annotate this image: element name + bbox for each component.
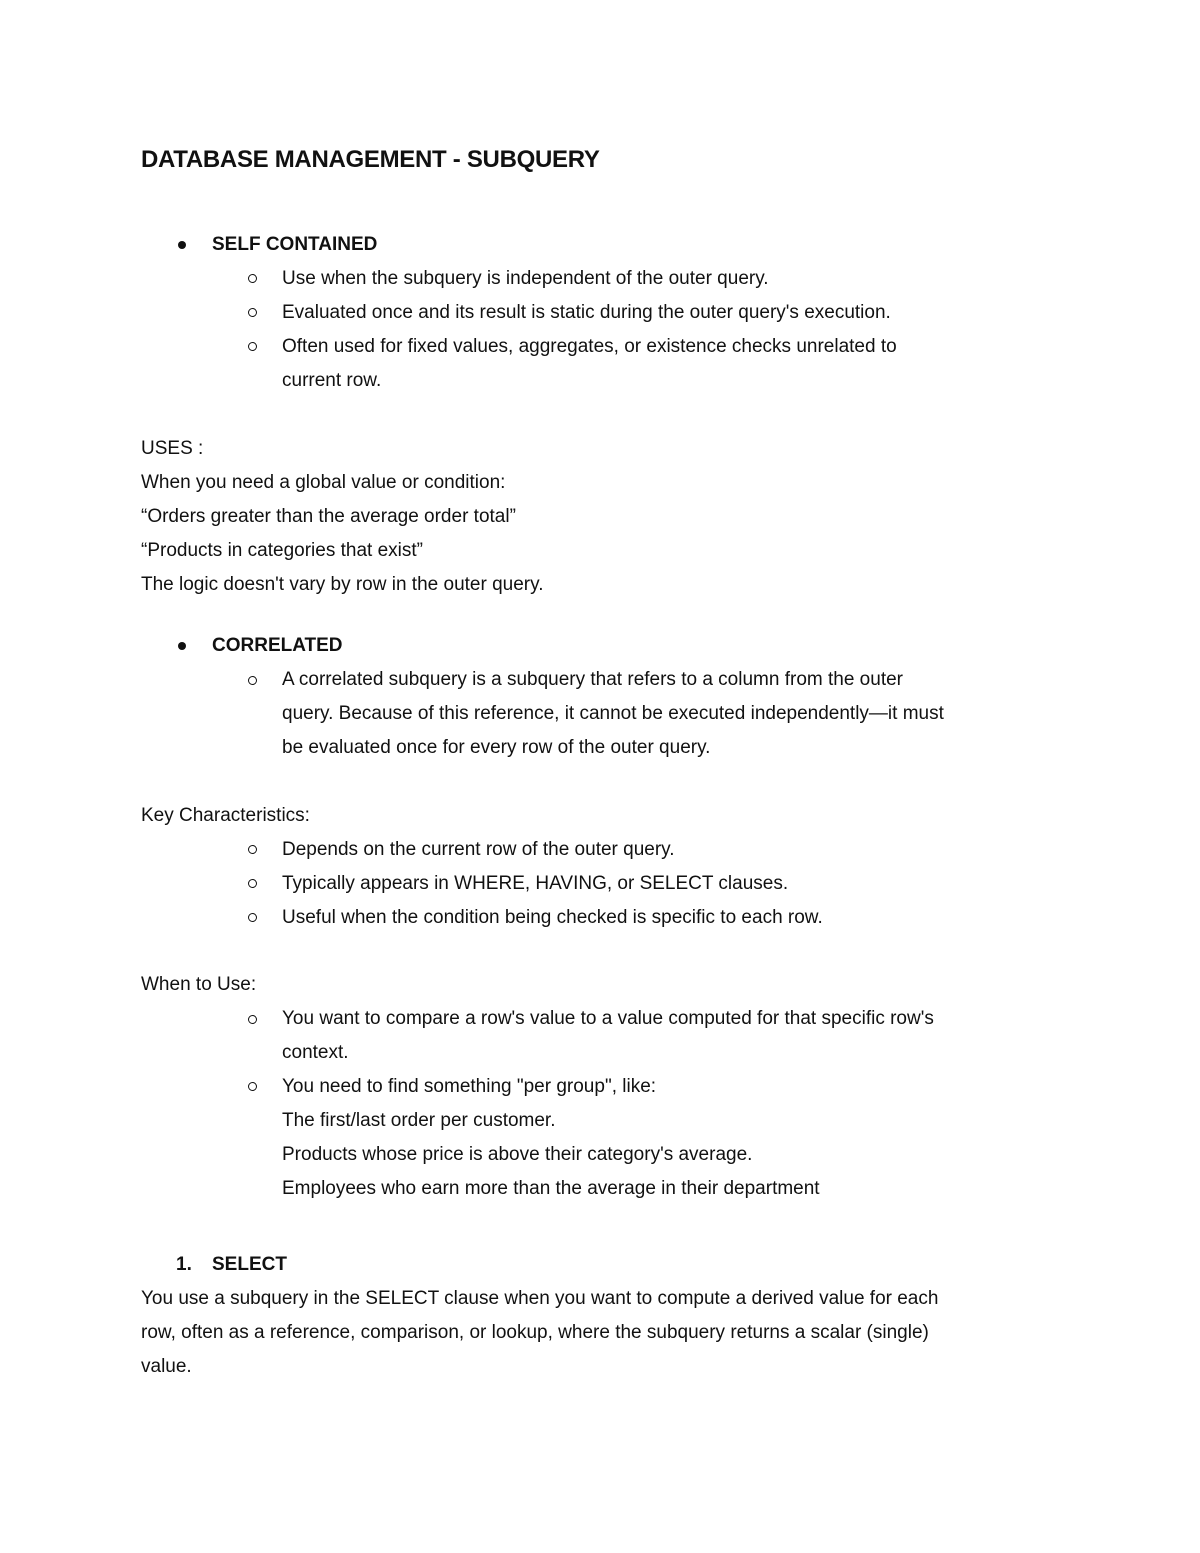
list-item: Use when the subquery is independent of the outer query. bbox=[282, 268, 769, 289]
list-item-continuation: Employees who earn more than the average in their department bbox=[282, 1178, 820, 1199]
list-item: Often used for fixed values, aggregates, or existence checks unrelated to bbox=[282, 336, 897, 357]
bullet-icon bbox=[178, 241, 186, 249]
correlated-line: query. Because of this reference, it cannot be executed independently—it must bbox=[282, 703, 944, 724]
list-item: Depends on the current row of the outer query. bbox=[282, 839, 675, 860]
correlated-line: be evaluated once for every row of the outer query. bbox=[282, 737, 711, 758]
correlated-line: A correlated subquery is a subquery that refers to a column from the outer bbox=[282, 669, 903, 690]
select-paragraph-line: row, often as a reference, comparison, or lookup, where the subquery returns a scalar (single) bbox=[141, 1322, 929, 1343]
list-item: Useful when the condition being checked is specific to each row. bbox=[282, 907, 823, 928]
list-item-continuation: Products whose price is above their category's average. bbox=[282, 1144, 753, 1165]
sub-bullet-icon bbox=[248, 879, 257, 888]
list-item: Typically appears in WHERE, HAVING, or SELECT clauses. bbox=[282, 873, 789, 894]
list-item-continuation: The first/last order per customer. bbox=[282, 1110, 556, 1131]
list-item: You want to compare a row's value to a value computed for that specific row's bbox=[282, 1008, 934, 1029]
uses-line: “Orders greater than the average order total” bbox=[141, 506, 516, 527]
select-paragraph-line: You use a subquery in the SELECT clause when you want to compute a derived value for each bbox=[141, 1288, 939, 1309]
sub-bullet-icon bbox=[248, 1082, 257, 1091]
document-title: DATABASE MANAGEMENT - SUBQUERY bbox=[141, 146, 600, 173]
section-heading-correlated: CORRELATED bbox=[212, 635, 343, 656]
sub-bullet-icon bbox=[248, 913, 257, 922]
list-item: Evaluated once and its result is static during the outer query's execution. bbox=[282, 302, 891, 323]
list-item: You need to find something "per group", like: bbox=[282, 1076, 657, 1097]
sub-bullet-icon bbox=[248, 845, 257, 854]
sub-bullet-icon bbox=[248, 308, 257, 317]
uses-line: When you need a global value or condition: bbox=[141, 472, 506, 493]
sub-bullet-icon bbox=[248, 274, 257, 283]
sub-bullet-icon bbox=[248, 676, 257, 685]
key-characteristics-label: Key Characteristics: bbox=[141, 805, 310, 826]
bullet-icon bbox=[178, 642, 186, 650]
select-paragraph-line: value. bbox=[141, 1356, 192, 1377]
sub-bullet-icon bbox=[248, 342, 257, 351]
uses-line: The logic doesn't vary by row in the outer query. bbox=[141, 574, 544, 595]
section-heading-self-contained: SELF CONTAINED bbox=[212, 234, 378, 255]
uses-label: USES : bbox=[141, 438, 204, 459]
list-item-continuation: context. bbox=[282, 1042, 349, 1063]
sub-bullet-icon bbox=[248, 1015, 257, 1024]
uses-line: “Products in categories that exist” bbox=[141, 540, 423, 561]
section-number: 1. bbox=[176, 1254, 192, 1275]
list-item-continuation: current row. bbox=[282, 370, 382, 391]
when-to-use-label: When to Use: bbox=[141, 974, 257, 995]
section-heading-select: SELECT bbox=[212, 1254, 287, 1275]
